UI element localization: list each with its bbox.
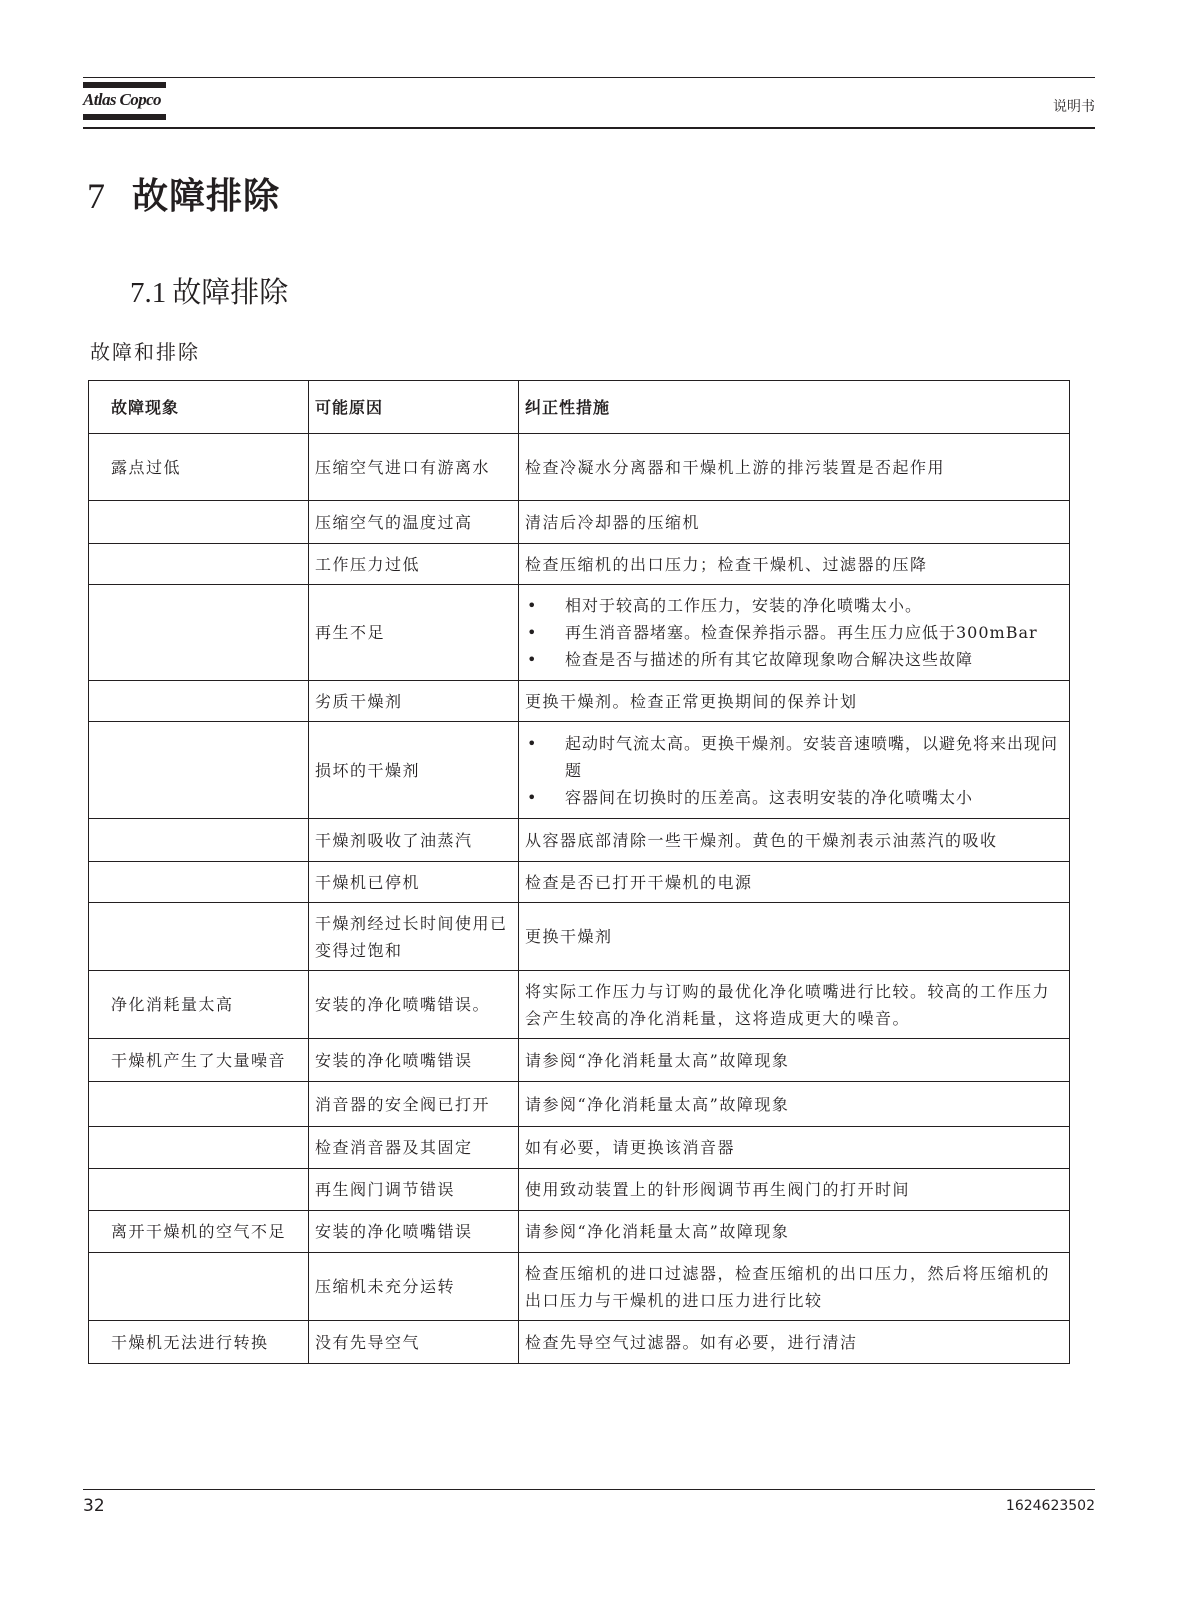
cause-cell: 安装的净化喷嘴错误 <box>309 1039 519 1082</box>
cause-cell: 工作压力过低 <box>309 544 519 585</box>
table-row <box>89 1082 1070 1127</box>
symptom-cell <box>89 1082 309 1127</box>
symptom-cell <box>89 681 309 722</box>
action-bullet-item: • 容器间在切换时的压差高。这表明安装的净化喷嘴太小 <box>525 784 1063 811</box>
table-row <box>89 971 1070 1039</box>
action-bullet-item: • 检查是否与描述的所有其它故障现象吻合解决这些故障 <box>525 646 1063 673</box>
table-row <box>89 681 1070 722</box>
cause-cell: 干燥剂吸收了油蒸汽 <box>309 819 519 862</box>
table-row <box>89 585 1070 681</box>
action-cell: 清洁后冷却器的压缩机 <box>519 501 1070 544</box>
symptom-cell <box>89 585 309 681</box>
symptom-cell <box>89 819 309 862</box>
action-cell: 更换干燥剂。检查正常更换期间的保养计划 <box>519 681 1070 722</box>
table-row <box>89 501 1070 544</box>
document-type: 说明书 <box>1053 99 1095 115</box>
symptom-cell: 干燥机无法进行转换 <box>89 1321 309 1364</box>
action-cell: 如有必要，请更换该消音器 <box>519 1127 1070 1169</box>
action-cell: 更换干燥剂 <box>519 903 1070 971</box>
action-cell: 检查压缩机的出口压力；检查干燥机、过滤器的压降 <box>519 544 1070 585</box>
header-bottom-rule <box>83 127 1095 129</box>
action-cell: 检查压缩机的进口过滤器，检查压缩机的出口压力，然后将压缩机的出口压力与干燥机的进口压力进行比较 <box>519 1253 1070 1321</box>
atlas-copco-logo: Atlas Copco <box>83 82 166 124</box>
cause-cell: 压缩机未充分运转 <box>309 1253 519 1321</box>
action-cell: 检查先导空气过滤器。如有必要，进行清洁 <box>519 1321 1070 1364</box>
symptom-cell: 干燥机产生了大量噪音 <box>89 1039 309 1082</box>
table-row <box>89 1321 1070 1364</box>
page-number: 32 <box>83 1496 105 1516</box>
cause-cell: 压缩空气进口有游离水 <box>309 434 519 501</box>
cause-cell: 没有先导空气 <box>309 1321 519 1364</box>
subsection-heading: 故障和排除 <box>90 340 200 364</box>
table-row <box>89 862 1070 903</box>
action-bullet-list <box>525 592 1063 673</box>
symptom-cell <box>89 501 309 544</box>
symptom-cell <box>89 1127 309 1169</box>
cause-cell: 安装的净化喷嘴错误 <box>309 1211 519 1253</box>
table-row <box>89 722 1070 819</box>
table-row <box>89 1211 1070 1253</box>
symptom-cell: 净化消耗量太高 <box>89 971 309 1039</box>
table-row <box>89 819 1070 862</box>
table-row <box>89 544 1070 585</box>
symptom-cell <box>89 1253 309 1321</box>
symptom-cell: 离开干燥机的空气不足 <box>89 1211 309 1253</box>
cause-cell: 消音器的安全阀已打开 <box>309 1082 519 1127</box>
column-header-action: 纠正性措施 <box>519 381 1070 434</box>
table-row <box>89 1039 1070 1082</box>
action-cell: 请参阅“净化消耗量太高”故障现象 <box>519 1039 1070 1082</box>
footer-rule <box>83 1489 1095 1490</box>
action-cell: 从容器底部清除一些干燥剂。黄色的干燥剂表示油蒸汽的吸收 <box>519 819 1070 862</box>
cause-cell: 干燥剂经过长时间使用已变得过饱和 <box>309 903 519 971</box>
column-header-symptom: 故障现象 <box>89 381 309 434</box>
table-row <box>89 434 1070 501</box>
table-row <box>89 1127 1070 1169</box>
symptom-cell <box>89 903 309 971</box>
troubleshooting-table <box>88 380 1070 1364</box>
cause-cell: 检查消音器及其固定 <box>309 1127 519 1169</box>
action-cell: 将实际工作压力与订购的最优化净化喷嘴进行比较。较高的工作压力会产生较高的净化消耗量，这将造成更大的噪音。 <box>519 971 1070 1039</box>
header-top-rule <box>83 77 1095 78</box>
section-number: 7.1 <box>130 277 167 309</box>
symptom-cell <box>89 862 309 903</box>
action-bullet-list <box>525 730 1063 811</box>
cause-cell: 再生不足 <box>309 585 519 681</box>
table-row <box>89 1169 1070 1211</box>
action-bullet-item: • 起动时气流太高。更换干燥剂。安装音速喷嘴，以避免将来出现问题 <box>525 730 1063 784</box>
symptom-cell <box>89 1169 309 1211</box>
action-cell: 使用致动装置上的针形阀调节再生阀门的打开时间 <box>519 1169 1070 1211</box>
chapter-title: 故障排除 <box>132 175 281 217</box>
action-cell: 请参阅“净化消耗量太高”故障现象 <box>519 1082 1070 1127</box>
cause-cell: 劣质干燥剂 <box>309 681 519 722</box>
cause-cell: 再生阀门调节错误 <box>309 1169 519 1211</box>
table-header-row <box>89 381 1070 434</box>
table-row <box>89 903 1070 971</box>
symptom-cell <box>89 722 309 819</box>
action-bullet-item: • 相对于较高的工作压力，安装的净化喷嘴太小。 <box>525 592 1063 619</box>
cause-cell: 干燥机已停机 <box>309 862 519 903</box>
section-title: 故障排除 <box>172 275 289 309</box>
chapter-heading <box>87 168 280 219</box>
column-header-cause: 可能原因 <box>309 381 519 434</box>
action-cell <box>519 585 1070 681</box>
action-cell: 检查是否已打开干燥机的电源 <box>519 862 1070 903</box>
document-number: 1624623502 <box>1005 1498 1095 1514</box>
action-cell: 请参阅“净化消耗量太高”故障现象 <box>519 1211 1070 1253</box>
cause-cell: 损坏的干燥剂 <box>309 722 519 819</box>
cause-cell: 安装的净化喷嘴错误。 <box>309 971 519 1039</box>
symptom-cell: 露点过低 <box>89 434 309 501</box>
table-body <box>89 434 1070 1364</box>
chapter-number: 7 <box>87 176 106 216</box>
action-bullet-item: • 再生消音器堵塞。检查保养指示器。再生压力应低于300mBar <box>525 619 1063 646</box>
table-row <box>89 1253 1070 1321</box>
action-cell: 检查冷凝水分离器和干燥机上游的排污装置是否起作用 <box>519 434 1070 501</box>
symptom-cell <box>89 544 309 585</box>
action-cell <box>519 722 1070 819</box>
section-heading <box>130 270 288 311</box>
cause-cell: 压缩空气的温度过高 <box>309 501 519 544</box>
